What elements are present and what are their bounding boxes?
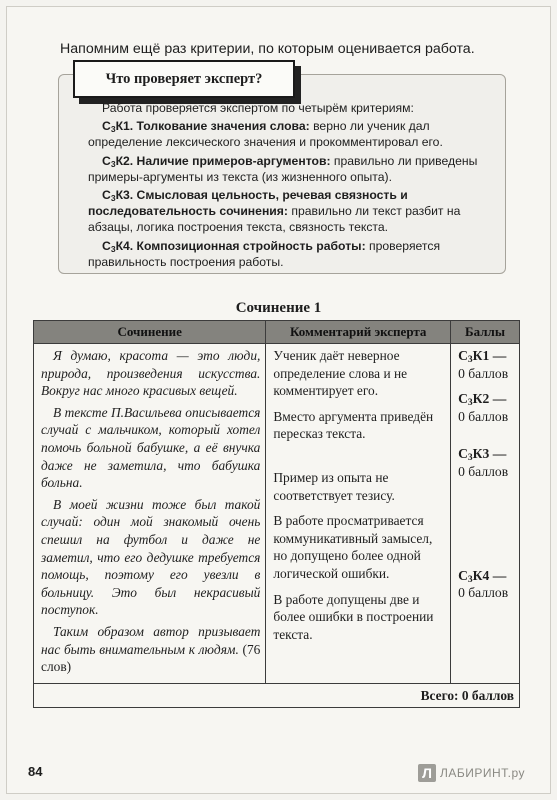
- header-score: Баллы: [451, 321, 520, 344]
- score-k3: $С_3К3$ — 0 баллов: [458, 446, 509, 479]
- header-comment: Комментарий эксперта: [266, 321, 451, 344]
- essay-paragraph-1: Я думаю, красота — это люди, природа, произведения искусства. Вокруг нас много красивых вещей.: [41, 348, 261, 399]
- comment-2: Вместо аргумента приведён пересказ текста.: [273, 408, 434, 442]
- total-score: Всего: 0 баллов: [34, 683, 520, 708]
- criterion-4: $С_3К4$. Композиционная стройность работы: проверяется правильность построения работы.: [88, 238, 441, 269]
- criteria-list: [88, 100, 506, 272]
- comment-1: Ученик даёт неверное определение слова и не комментирует его.: [273, 348, 408, 399]
- criteria-lead: Работа проверяется экспертом по четырём критериям:: [102, 101, 414, 115]
- score-k2: $С_3К2$ — 0 баллов: [458, 391, 509, 424]
- comment-cell: [266, 344, 451, 684]
- essay-paragraph-2: В тексте П.Васильева описывается случай с мальчиком, который хотел помочь больной бабушке, а её внучка даже не заметила, что бабушка больна.: [41, 404, 261, 491]
- essay-cell: [34, 344, 266, 684]
- score-k4: $С_3К4$ — 0 баллов: [458, 567, 509, 601]
- criterion-1: $С_3К1$. Толкование значения слова: верно ли ученик дал определение лексического значения и прокомментировал его.: [88, 119, 443, 150]
- essay-paragraph-3: В моей жизни тоже был такой случай: один мой знакомый очень спешил на футбол и даже не заметил, что его дедушке требуется помощь, поэтому его увезли в больницу. Это был некрасивый поступок.: [41, 496, 261, 618]
- comment-5: В работе допущены две и более ошибки в построении текста.: [273, 591, 434, 642]
- comment-3: Пример из опыта не соответствует тезису.: [273, 469, 395, 503]
- comment-4: В работе просматривается коммуникативный замысел, но допущено более одной логической ошибки.: [273, 513, 433, 581]
- grading-table: [33, 320, 520, 708]
- essay-paragraph-4: Таким образом автор призывает нас быть внимательным к людям. (76 слов): [41, 623, 261, 675]
- essay-heading: Сочинение 1: [235, 300, 322, 316]
- essay-wordcount: (76 слов): [41, 641, 261, 675]
- expert-title: Что проверяет эксперт?: [73, 60, 295, 98]
- header-essay: Сочинение: [34, 321, 266, 344]
- score-cell: [451, 344, 520, 684]
- intro-text: Напомним ещё раз критерии, по которым оценивается работа.: [60, 41, 475, 57]
- labirint-logo-icon: Л: [418, 764, 436, 782]
- criterion-2: $С_3К2$. Наличие примеров-аргументов: правильно ли приведены примеры-аргументы из текста (из жизненного опыта).: [88, 153, 478, 184]
- score-k1: $С_3К1$ — 0 баллов: [458, 348, 509, 381]
- criterion-3: $С_3К3$. Смысловая цельность, речевая связность и последовательность сочинения: правильно ли текст разбит на абзацы, логика построения текста, связность текста.: [88, 188, 461, 235]
- page-number: 84: [28, 764, 43, 779]
- watermark-text: ЛАБИРИНТ.ру: [440, 766, 526, 780]
